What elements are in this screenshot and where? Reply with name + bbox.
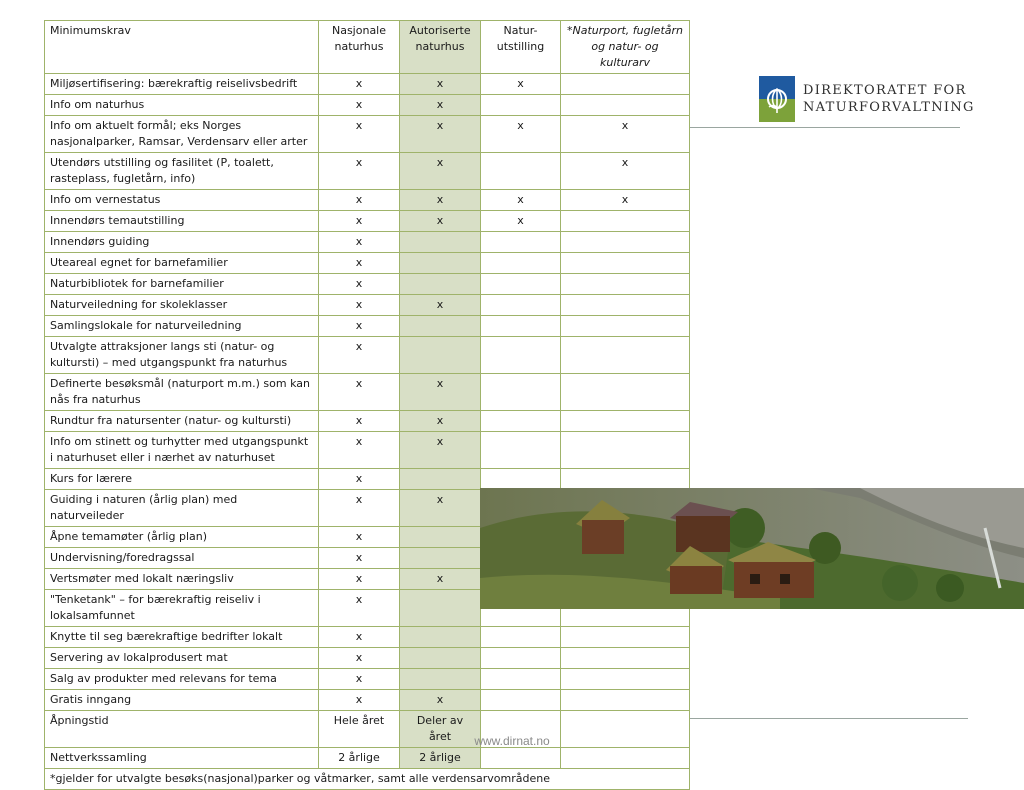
header-nasjonale-naturhus: Nasjonale naturhus bbox=[319, 21, 400, 74]
requirement-cell: x bbox=[561, 190, 690, 211]
requirement-cell bbox=[561, 748, 690, 769]
table-row bbox=[45, 374, 690, 411]
requirement-cell: x bbox=[319, 469, 400, 490]
logo-text bbox=[803, 82, 975, 116]
requirement-cell bbox=[561, 690, 690, 711]
table-row bbox=[45, 95, 690, 116]
requirement-label: Info om stinett og turhytter med utgangspunkt i naturhuset eller i nærhet av naturhuset bbox=[45, 432, 319, 469]
table-header-row bbox=[45, 21, 690, 74]
requirement-cell bbox=[400, 232, 481, 253]
requirement-label: Innendørs guiding bbox=[45, 232, 319, 253]
requirement-label: Samlingslokale for naturveiledning bbox=[45, 316, 319, 337]
requirement-cell bbox=[400, 469, 481, 490]
requirement-cell: x bbox=[481, 211, 561, 232]
requirement-label: Kurs for lærere bbox=[45, 469, 319, 490]
logo-line-2: NATURFORVALTNING bbox=[803, 100, 975, 115]
requirement-cell: x bbox=[400, 569, 481, 590]
requirement-label: Nettverkssamling bbox=[45, 748, 319, 769]
requirement-label: Innendørs temautstilling bbox=[45, 211, 319, 232]
leaf-emblem-icon bbox=[759, 76, 795, 122]
turf-roof-cabins-photo bbox=[480, 488, 1024, 609]
requirement-cell: Deler av året bbox=[400, 711, 481, 748]
requirement-cell bbox=[561, 211, 690, 232]
requirement-label: Åpne temamøter (årlig plan) bbox=[45, 527, 319, 548]
requirement-cell bbox=[561, 295, 690, 316]
requirement-cell: x bbox=[319, 316, 400, 337]
requirement-label: Guiding i naturen (årlig plan) med naturveileder bbox=[45, 490, 319, 527]
requirement-cell: x bbox=[481, 190, 561, 211]
requirement-cell bbox=[481, 95, 561, 116]
table-row bbox=[45, 411, 690, 432]
requirement-cell bbox=[400, 337, 481, 374]
requirement-label: Servering av lokalprodusert mat bbox=[45, 648, 319, 669]
requirement-label: Info om vernestatus bbox=[45, 190, 319, 211]
table-row bbox=[45, 295, 690, 316]
requirement-label: Definerte besøksmål (naturport m.m.) som kan nås fra naturhus bbox=[45, 374, 319, 411]
requirement-label: Gratis inngang bbox=[45, 690, 319, 711]
requirement-cell bbox=[400, 627, 481, 648]
requirement-cell bbox=[481, 411, 561, 432]
requirement-cell bbox=[561, 74, 690, 95]
requirement-cell bbox=[561, 627, 690, 648]
requirement-cell bbox=[481, 469, 561, 490]
table-row bbox=[45, 337, 690, 374]
requirement-cell: x bbox=[319, 690, 400, 711]
requirement-cell: x bbox=[481, 116, 561, 153]
requirement-cell bbox=[400, 648, 481, 669]
table-row bbox=[45, 669, 690, 690]
requirement-cell: 2 årlige bbox=[319, 748, 400, 769]
requirement-cell bbox=[481, 153, 561, 190]
requirement-cell: x bbox=[319, 490, 400, 527]
requirement-cell: x bbox=[319, 253, 400, 274]
requirement-cell bbox=[561, 432, 690, 469]
table-row bbox=[45, 211, 690, 232]
requirement-cell bbox=[561, 316, 690, 337]
requirement-cell bbox=[481, 432, 561, 469]
requirement-cell bbox=[561, 232, 690, 253]
requirements-table bbox=[44, 20, 690, 790]
requirement-cell bbox=[561, 469, 690, 490]
requirement-cell bbox=[400, 316, 481, 337]
requirement-cell: x bbox=[319, 190, 400, 211]
requirement-cell bbox=[561, 95, 690, 116]
requirement-label: Naturbibliotek for barnefamilier bbox=[45, 274, 319, 295]
requirement-cell: x bbox=[400, 153, 481, 190]
requirement-cell: x bbox=[400, 95, 481, 116]
requirement-cell bbox=[481, 374, 561, 411]
requirement-cell bbox=[481, 690, 561, 711]
requirement-label: Naturveiledning for skoleklasser bbox=[45, 295, 319, 316]
requirement-cell: x bbox=[319, 274, 400, 295]
requirement-cell: x bbox=[400, 411, 481, 432]
footnote: *gjelder for utvalgte besøks(nasjonal)parker og våtmarker, samt alle verdensarvområdene bbox=[45, 769, 690, 790]
requirement-cell: x bbox=[319, 569, 400, 590]
table-row bbox=[45, 748, 690, 769]
requirement-cell bbox=[561, 253, 690, 274]
requirement-label: Undervisning/foredragssal bbox=[45, 548, 319, 569]
table-row bbox=[45, 469, 690, 490]
requirement-cell: x bbox=[319, 337, 400, 374]
requirement-cell: x bbox=[319, 648, 400, 669]
requirement-cell: x bbox=[319, 232, 400, 253]
requirement-label: Åpningstid bbox=[45, 711, 319, 748]
table-row bbox=[45, 627, 690, 648]
requirement-cell bbox=[481, 669, 561, 690]
header-minimumskrav: Minimumskrav bbox=[45, 21, 319, 74]
table-row bbox=[45, 116, 690, 153]
requirement-cell: Hele året bbox=[319, 711, 400, 748]
requirement-cell: x bbox=[319, 295, 400, 316]
requirement-cell: x bbox=[319, 548, 400, 569]
requirement-cell: x bbox=[319, 95, 400, 116]
table-row bbox=[45, 153, 690, 190]
requirement-cell bbox=[561, 374, 690, 411]
requirement-cell: x bbox=[400, 211, 481, 232]
footer-divider bbox=[690, 718, 968, 719]
requirement-label: Rundtur fra natursenter (natur- og kultursti) bbox=[45, 411, 319, 432]
header-autoriserte-naturhus: Autoriserte naturhus bbox=[400, 21, 481, 74]
requirement-cell: x bbox=[400, 190, 481, 211]
requirement-cell: x bbox=[319, 411, 400, 432]
requirement-cell: x bbox=[319, 153, 400, 190]
table-row bbox=[45, 648, 690, 669]
table-row bbox=[45, 274, 690, 295]
requirement-cell bbox=[481, 748, 561, 769]
requirement-cell bbox=[481, 253, 561, 274]
requirement-cell bbox=[561, 669, 690, 690]
requirement-cell bbox=[561, 648, 690, 669]
requirement-cell bbox=[561, 337, 690, 374]
requirement-label: Utvalgte attraksjoner langs sti (natur- og kultursti) – med utgangspunkt fra naturhus bbox=[45, 337, 319, 374]
table-row bbox=[45, 232, 690, 253]
table-row bbox=[45, 253, 690, 274]
requirement-cell: x bbox=[400, 374, 481, 411]
requirement-label: Utendørs utstilling og fasilitet (P, toalett, rasteplass, fugletårn, info) bbox=[45, 153, 319, 190]
requirement-cell bbox=[400, 590, 481, 627]
requirement-cell: x bbox=[561, 153, 690, 190]
requirement-cell bbox=[561, 274, 690, 295]
requirement-cell: x bbox=[400, 295, 481, 316]
requirement-cell: x bbox=[319, 374, 400, 411]
requirement-cell: x bbox=[319, 669, 400, 690]
requirement-label: Knytte til seg bærekraftige bedrifter lokalt bbox=[45, 627, 319, 648]
requirement-cell bbox=[481, 295, 561, 316]
requirement-cell: x bbox=[319, 211, 400, 232]
requirement-label: Vertsmøter med lokalt næringsliv bbox=[45, 569, 319, 590]
requirement-cell bbox=[400, 274, 481, 295]
footnote-row bbox=[45, 769, 690, 790]
requirement-cell bbox=[481, 337, 561, 374]
requirement-cell bbox=[481, 648, 561, 669]
requirement-label: "Tenketank" – for bærekraftig reiseliv i lokalsamfunnet bbox=[45, 590, 319, 627]
requirement-cell: x bbox=[319, 590, 400, 627]
requirement-cell: x bbox=[400, 690, 481, 711]
requirement-cell bbox=[481, 232, 561, 253]
header-naturport: *Naturport, fugletårn og natur- og kulturarv bbox=[561, 21, 690, 74]
requirement-cell: x bbox=[400, 432, 481, 469]
requirement-cell: x bbox=[319, 527, 400, 548]
requirement-cell bbox=[400, 548, 481, 569]
header-naturutstilling: Natur- utstilling bbox=[481, 21, 561, 74]
requirement-cell: x bbox=[319, 432, 400, 469]
dirnat-logo bbox=[759, 76, 975, 122]
requirement-cell: x bbox=[561, 116, 690, 153]
requirement-cell: 2 årlige bbox=[400, 748, 481, 769]
table-row bbox=[45, 690, 690, 711]
requirement-cell bbox=[481, 316, 561, 337]
requirement-cell: x bbox=[319, 116, 400, 153]
requirement-cell: x bbox=[400, 74, 481, 95]
footer-url: www.dirnat.no bbox=[474, 734, 550, 748]
requirement-cell bbox=[481, 627, 561, 648]
table-row bbox=[45, 74, 690, 95]
requirement-cell: x bbox=[319, 627, 400, 648]
requirement-cell bbox=[561, 411, 690, 432]
table-row bbox=[45, 190, 690, 211]
requirement-cell: x bbox=[481, 74, 561, 95]
requirement-label: Info om naturhus bbox=[45, 95, 319, 116]
requirement-label: Salg av produkter med relevans for tema bbox=[45, 669, 319, 690]
requirement-cell: x bbox=[400, 490, 481, 527]
requirement-cell bbox=[400, 253, 481, 274]
table-row bbox=[45, 432, 690, 469]
logo-line-1: DIREKTORATET FOR bbox=[803, 83, 967, 98]
requirement-cell: x bbox=[319, 74, 400, 95]
requirement-cell bbox=[400, 669, 481, 690]
requirement-cell bbox=[481, 274, 561, 295]
requirement-cell: x bbox=[400, 116, 481, 153]
requirement-cell bbox=[400, 527, 481, 548]
header-divider bbox=[690, 127, 960, 128]
requirement-label: Info om aktuelt formål; eks Norges nasjonalparker, Ramsar, Verdensarv eller arter bbox=[45, 116, 319, 153]
table-row bbox=[45, 316, 690, 337]
requirement-label: Uteareal egnet for barnefamilier bbox=[45, 253, 319, 274]
requirement-label: Miljøsertifisering: bærekraftig reiselivsbedrift bbox=[45, 74, 319, 95]
